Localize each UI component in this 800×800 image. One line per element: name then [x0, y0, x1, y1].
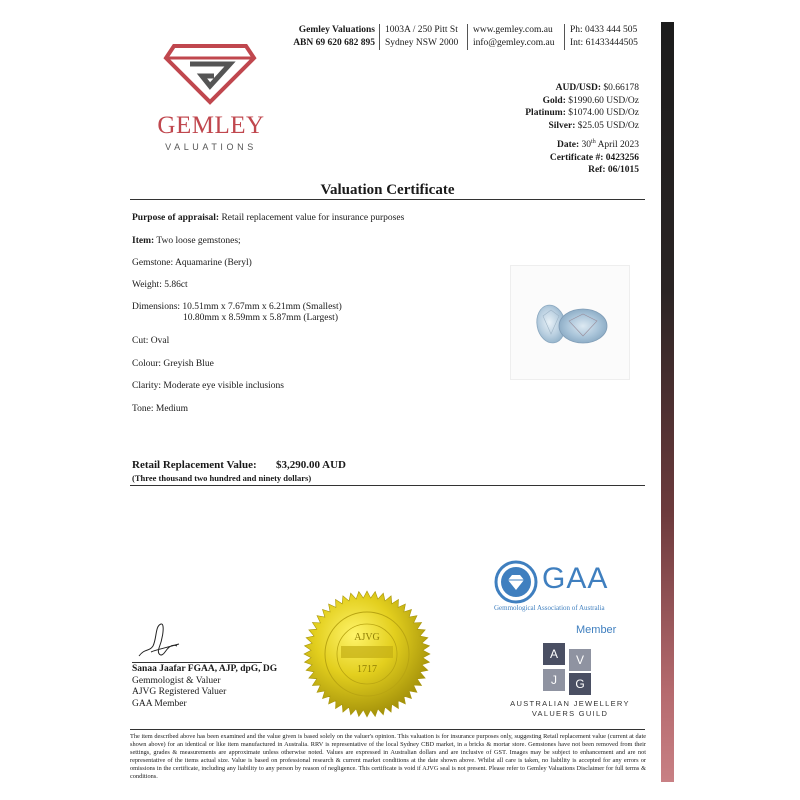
- ajvg-logo: [543, 643, 595, 695]
- value-words: (Three thousand two hundred and ninety dollars): [132, 473, 312, 483]
- gem-logo-icon: [162, 42, 258, 106]
- date-day: 30: [579, 140, 592, 151]
- email-link[interactable]: info@gemley.com.au: [473, 38, 555, 48]
- header-web: [473, 24, 554, 50]
- market-rates: [525, 82, 639, 132]
- dimensions-field: Dimensions: 10.51mm x 7.67mm x 6.21mm (Smallest): [132, 302, 342, 312]
- ajvg-letter-a: A: [543, 643, 565, 665]
- disclaimer-rule: [130, 729, 645, 730]
- signer-role: Gemmologist & Valuer: [132, 675, 221, 686]
- signer-role: AJVG Registered Valuer: [132, 687, 227, 697]
- ajvg-letter-v: V: [569, 649, 591, 671]
- header-address: [385, 24, 458, 50]
- gemstone-field: Gemstone: Aquamarine (Beryl): [132, 258, 252, 268]
- header-company: [285, 24, 375, 50]
- ref-number: 06/1015: [605, 165, 639, 176]
- clarity-field: Clarity: Moderate eye visible inclusions: [132, 381, 284, 391]
- svg-text:1717: 1717: [357, 664, 377, 675]
- signer-role: GAA Member: [132, 698, 187, 709]
- gold-label: Gold:: [542, 95, 566, 106]
- title-rule: [130, 199, 645, 200]
- address-line1: 1003A / 250 Pitt St: [385, 25, 458, 35]
- header-divider: [379, 24, 380, 50]
- ajvg-line2: VALUERS GUILD: [531, 709, 609, 718]
- phone-number: Ph: 0433 444 505: [570, 25, 638, 35]
- colour-field: Colour: Greyish Blue: [132, 359, 214, 369]
- item-value: Two loose gemstones;: [154, 236, 241, 246]
- tone-field: Tone: Medium: [132, 404, 189, 414]
- ajvg-letter-j: J: [543, 669, 565, 691]
- ajvg-caption: [498, 699, 642, 719]
- item-field: [132, 235, 241, 247]
- purpose-label: Purpose of appraisal:: [132, 213, 220, 223]
- date-label: Date:: [557, 140, 580, 151]
- website-link[interactable]: www.gemley.com.au: [473, 25, 553, 35]
- address-line2: Sydney NSW 2000: [385, 38, 459, 48]
- value-label: Retail Replacement Value:: [132, 459, 257, 471]
- value-amount: $3,290.00 AUD: [276, 459, 346, 471]
- purpose-field: [132, 212, 404, 224]
- platinum-label: Platinum:: [525, 108, 566, 118]
- gaa-full-name: Gemmological Association of Australia: [494, 604, 605, 612]
- value-rule: [130, 485, 645, 486]
- decorative-side-bar: [661, 22, 674, 782]
- ajvg-letter-g: G: [569, 673, 591, 695]
- aud-value: $0.66178: [601, 83, 639, 93]
- gemstone-photo: [510, 265, 630, 380]
- signer-block: [132, 664, 277, 710]
- cut-field: Cut: Oval: [132, 336, 170, 346]
- logo-subtitle: VALUATIONS: [165, 142, 257, 152]
- company-abn: ABN 69 620 682 895: [293, 38, 375, 48]
- gold-value: $1990.60 USD/Oz: [565, 95, 639, 106]
- date-suffix: th: [591, 139, 596, 145]
- gaa-name: GAA: [542, 562, 609, 595]
- certificate-info: [550, 136, 639, 177]
- ajvg-gold-seal-icon: [303, 590, 431, 718]
- header-divider: [467, 24, 468, 50]
- silver-value: $25.05 USD/Oz: [575, 120, 639, 131]
- signature-line: [132, 662, 262, 663]
- company-name: Gemley Valuations: [298, 25, 375, 35]
- disclaimer-text: The item described above has been examined and the value given is based solely on the valuer's opinion. This valuation is for insurance purposes only, suggesting Retail replacement value (current at date shown above) for an identical or like item manufactured in Australia. RRV is representative of the local Sydney CBD market, in a bricks & mortar store. Gemstones have not been removed from their settings, grades & measurements are approximate unless otherwise noted. Values are expressed in Australian dollars and are inclusive of GST. Images may be subject to enhancement and are not representative of the items actual size. Value is based on professional research & current market conditions at the date shown above. Whilst all care is taken, no liability is accepted for any errors or omissions in the certificate, including any liability to any person by reason of negligence. This certificate is void if AJVG seal is not present. Please refer to Gemley Valuations Disclaimer for full terms & conditions.: [130, 733, 646, 780]
- item-label: Item:: [132, 236, 155, 246]
- gaa-emblem-icon: [494, 560, 538, 604]
- aud-label: AUD/USD:: [555, 83, 601, 93]
- svg-text:AJVG: AJVG: [354, 632, 380, 643]
- platinum-value: $1074.00 USD/Oz: [565, 108, 639, 118]
- cert-label: Certificate #:: [549, 152, 604, 163]
- signer-name: Sanaa Jaafar FGAA, AJP, dpG, DG: [132, 664, 278, 674]
- logo-name: GEMLEY: [157, 112, 265, 139]
- page-title: Valuation Certificate: [320, 182, 455, 198]
- date-rest: April 2023: [595, 140, 639, 151]
- weight-field: Weight: 5.86ct: [132, 280, 188, 290]
- purpose-value: Retail replacement value for insurance purposes: [219, 213, 405, 223]
- aquamarine-gems-icon: [511, 266, 631, 381]
- ajvg-line1: AUSTRALIAN JEWELLERY: [510, 699, 630, 708]
- intl-phone-number: Int: 61433444505: [570, 38, 638, 48]
- gaa-member-label: Member: [576, 624, 617, 636]
- signature-icon: [135, 618, 185, 664]
- cert-number: 0423256: [603, 152, 639, 163]
- header-divider: [564, 24, 565, 50]
- ref-label: Ref:: [588, 165, 606, 176]
- silver-label: Silver:: [548, 120, 576, 131]
- header-phone: [570, 24, 638, 50]
- dimensions-field-2: 10.80mm x 8.59mm x 5.87mm (Largest): [183, 313, 338, 323]
